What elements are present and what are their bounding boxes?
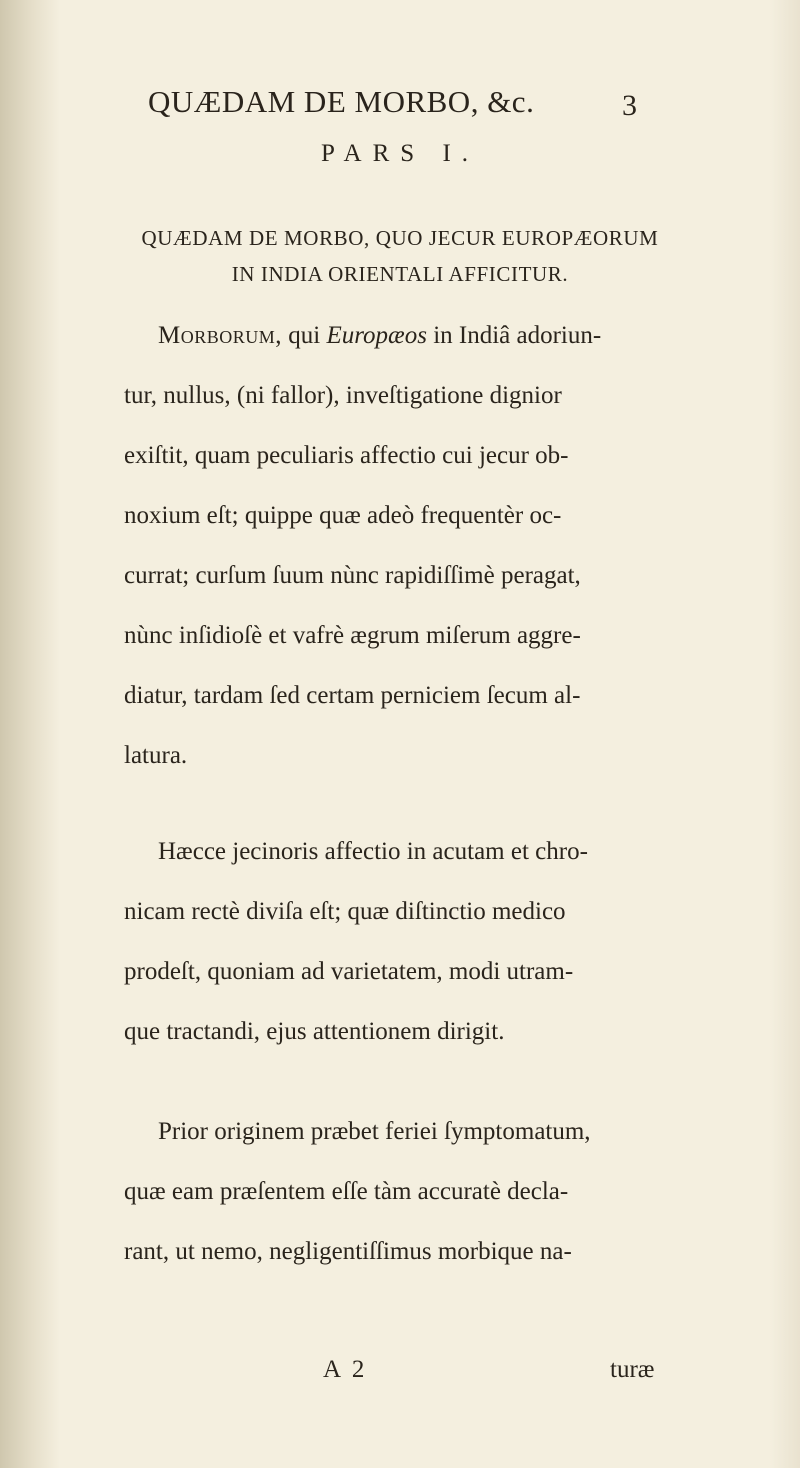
paragraph-2-line-2: nicam rectè diviſa eſt; quæ diſtinctio medico [124,898,566,925]
text-span: qui [282,322,327,349]
part-title: PARS I. [320,140,480,167]
paragraph-1-line-3: exiſtit, quam peculiaris affectio cui jecur ob- [124,442,569,469]
text-span: in Indiâ adoriun- [426,322,602,349]
paragraph-1-line-4: noxium eſt; quippe quæ adeò frequentèr oc- [124,502,562,529]
paragraph-1-line-1 [158,322,718,350]
catchword: turæ [610,1356,655,1383]
lead-word: Morborum, [158,322,282,349]
paragraph-3-line-3: rant, ut nemo, negligentiſſimus morbique na- [124,1238,572,1265]
running-head: QUÆDAM DE MORBO, &c. [148,84,535,119]
paragraph-3-line-1: Prior originem præbet feriei ſymptomatum, [158,1118,591,1145]
page-edge-shadow [0,0,60,1468]
paragraph-1-line-5: currat; curſum ſuum nùnc rapidiſſimè peragat, [124,562,581,589]
paragraph-2-line-4: que tractandi, ejus attentionem dirigit. [124,1018,505,1045]
paragraph-3-line-2: quæ eam præſentem eſſe tàm accuratè decla- [124,1178,569,1205]
signature-mark: A 2 [323,1356,368,1383]
page-edge-right [770,0,800,1468]
paragraph-1-line-6: nùnc inſidioſè et vafrè ægrum miſerum aggre- [124,622,581,649]
paragraph-1-line-7: diatur, tardam ſed certam perniciem ſecum al- [124,682,581,709]
paragraph-1-line-8: latura. [124,742,188,769]
paragraph-1-line-2: tur, nullus, (ni fallor), inveſtigatione dignior [124,382,562,409]
part-subtitle-line-1: QUÆDAM DE MORBO, QUO JECUR EUROPÆORUM [141,226,659,250]
paragraph-2-line-1: Hæcce jecinoris affectio in acutam et chro- [158,838,588,865]
part-subtitle-line-2: IN INDIA ORIENTALI AFFICITUR. [231,262,569,286]
paragraph-2-line-3: prodeſt, quoniam ad varietatem, modi utram- [124,958,574,985]
italic-word: Europæos [326,322,427,349]
page-number: 3 [622,89,637,122]
